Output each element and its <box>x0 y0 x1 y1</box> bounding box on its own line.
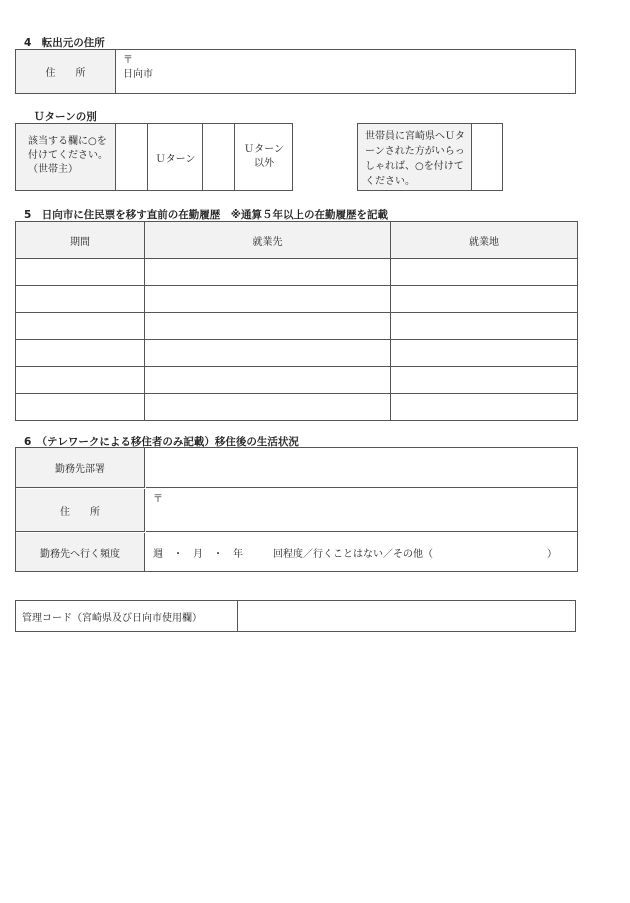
work-location-cell[interactable] <box>391 286 578 313</box>
period-cell[interactable] <box>16 340 145 367</box>
workplace-input[interactable] <box>146 448 577 488</box>
frequency-text: 週 ・ 月 ・ 年 回程度／行くことはない／その他（ <box>153 548 433 560</box>
uturn-title: Ｕターンの別 <box>34 111 97 123</box>
household-check[interactable] <box>473 124 502 190</box>
period-cell[interactable] <box>16 259 145 286</box>
postal-mark: 〒 <box>123 55 133 66</box>
section6-title: 6 （テレワークによる移住者のみ記載）移住後の生活状況 <box>24 436 299 448</box>
work-location-cell[interactable] <box>391 340 578 367</box>
table-row <box>16 313 578 340</box>
frequency-close-paren: ） <box>547 548 557 560</box>
employer-cell[interactable] <box>145 286 391 313</box>
uturn-instruction: 該当する欄に○を付けてください。（世帯主） <box>16 124 116 190</box>
section5-title: 5 日向市に住民票を移す直前の在勤履歴 ※通算５年以上の在勤履歴を記載 <box>24 209 389 221</box>
telework-address-label-cell <box>16 489 145 532</box>
employer-cell[interactable] <box>145 367 391 394</box>
employer-cell[interactable] <box>145 313 391 340</box>
table-row <box>16 367 578 394</box>
frequency-label-cell <box>16 533 145 571</box>
workplace-label: 勤務先部署 <box>55 464 105 475</box>
work-location-cell[interactable] <box>391 259 578 286</box>
origin-address-label-cell <box>16 50 116 93</box>
admin-code-input[interactable] <box>239 601 575 631</box>
uturn-box <box>15 123 293 191</box>
table-row <box>16 259 578 286</box>
work-location-cell[interactable] <box>391 367 578 394</box>
table-row <box>16 286 578 313</box>
origin-address-value[interactable]: 日向市 <box>123 69 153 80</box>
table-row <box>16 394 578 421</box>
uturn-check-2[interactable] <box>204 124 235 190</box>
uturn-option-1: Ｕターン <box>149 124 203 190</box>
uturn-option-2-line2: 以外 <box>254 158 274 169</box>
admin-code-label: 管理コード（宮崎県及び日向市使用欄） <box>16 601 238 631</box>
frequency-label: 勤務先へ行く頻度 <box>40 548 120 560</box>
period-cell[interactable] <box>16 313 145 340</box>
column-header-employer: 就業先 <box>145 222 391 259</box>
period-cell[interactable] <box>16 367 145 394</box>
uturn-option-2 <box>236 124 292 190</box>
telework-address-input[interactable] <box>146 489 577 532</box>
period-cell[interactable] <box>16 394 145 421</box>
column-header-period: 期間 <box>16 222 145 259</box>
section4-title: 4 転出元の住所 <box>24 37 105 49</box>
origin-address-box <box>15 49 576 94</box>
frequency-field[interactable] <box>146 533 577 571</box>
telework-status-box <box>15 447 578 572</box>
household-note: 世帯員に宮崎県へＵターンされた方がいらっしゃれば、○を付けてください。 <box>358 124 472 190</box>
workplace-label-cell <box>16 448 145 488</box>
uturn-option-2-line1: Ｕターン <box>244 144 284 155</box>
household-uturn-box <box>357 123 503 191</box>
table-row <box>16 340 578 367</box>
work-location-cell[interactable] <box>391 313 578 340</box>
employer-cell[interactable] <box>145 259 391 286</box>
telework-address-label: 住 所 <box>60 506 100 518</box>
employer-cell[interactable] <box>145 340 391 367</box>
origin-address-label: 住 所 <box>45 68 86 79</box>
uturn-check-1[interactable] <box>117 124 148 190</box>
employer-cell[interactable] <box>145 394 391 421</box>
employment-history-table <box>15 221 578 421</box>
period-cell[interactable] <box>16 286 145 313</box>
admin-code-box <box>15 600 576 632</box>
telework-postal-mark: 〒 <box>153 494 163 505</box>
work-location-cell[interactable] <box>391 394 578 421</box>
column-header-work-location: 就業地 <box>391 222 578 259</box>
